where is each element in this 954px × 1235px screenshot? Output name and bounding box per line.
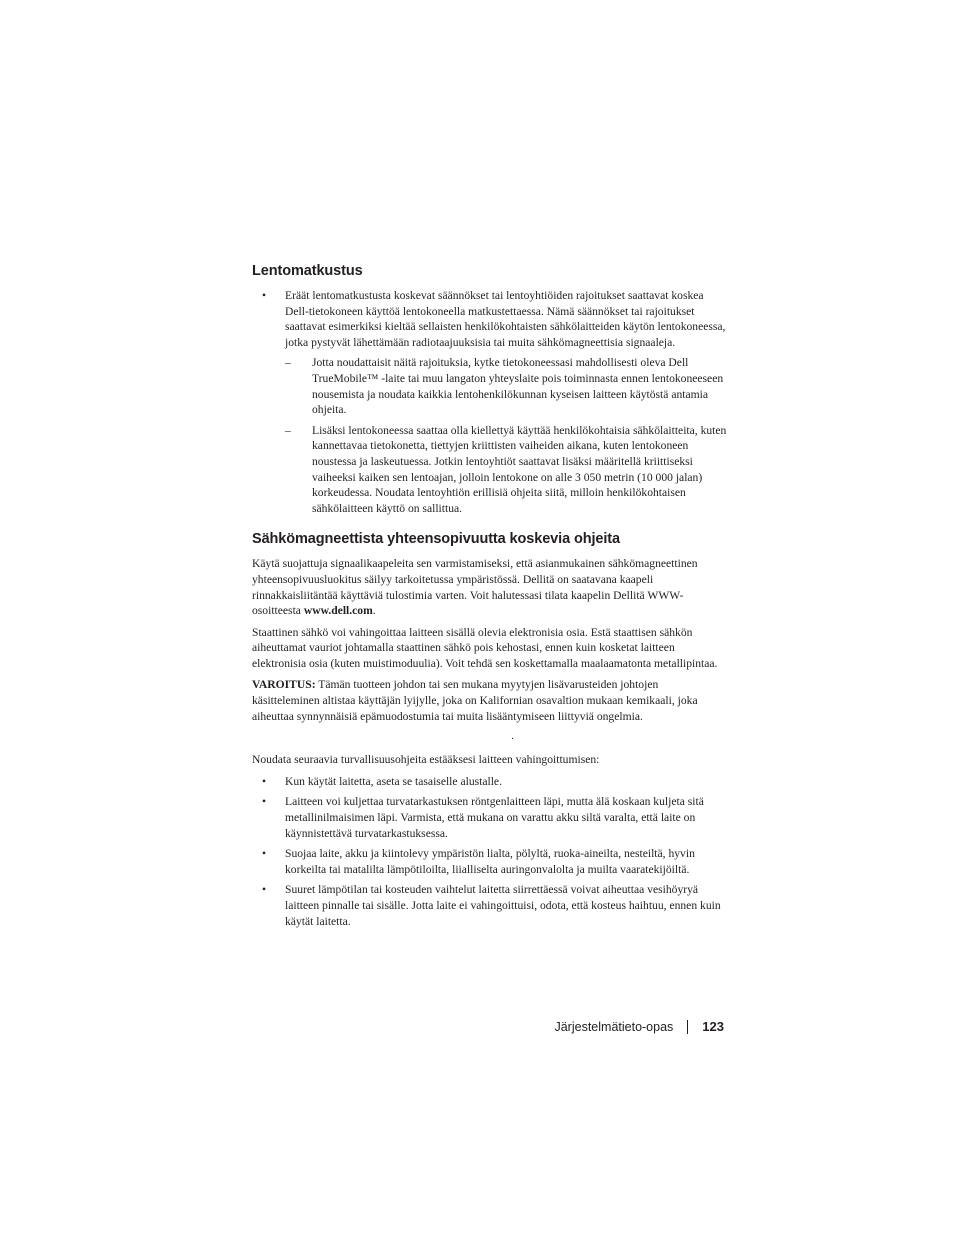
sub-list: [285, 355, 728, 516]
safety-list: [252, 774, 728, 929]
dell-website-text: www.dell.com: [303, 604, 373, 618]
paragraph-text: Käytä suojattuja signaalikaapeleita sen varmistamiseksi, että asianmukainen sähkömagneettinen yhteensopivuusluokitus säilyy tarkoitetussa ympäristössä. Dellitä on saatavana kaapeli rinnakkaisliitäntää käyttäviä tulostimia varten. Voit halutessasi tilata kaapelin Dellitä WWW-osoitteesta: [252, 557, 698, 618]
safety-intro: Noudata seuraavia turvallisuusohjeita estääksesi laitteen vahingoittumisen:: [252, 753, 600, 767]
stray-dot: .: [511, 731, 514, 743]
sub-list-item: – Lisäksi lentokoneessa saattaa olla kiellettyä käyttää henkilökohtaisia sähkölaitteita, kuten kannettavaa tietokonetta, tiettyjen kriittisten vaiheiden aikana, kuten lentokoneen noustessa ja laskeutuessa. Jotkin lentoyhtiöt saattavat lisäksi määritellä kriittiseksi vaiheeksi kaiken sen lentoajan, jolloin lentokone on alle 3 050 metrin (10 000 jalan) korkeudessa. Noudata lentoyhtiön erillisiä ohjeita siitä, milloin henkilökohtaisen sähkölaitteen käyttö on sallittua.: [285, 423, 728, 517]
paragraph-static: Staattinen sähkö voi vahingoittaa laitteen sisällä olevia elektronisia osia. Estä staattisen sähkön aiheuttamat vauriot johtamalla staattinen sähkö pois kehostasi, ennen kuin kosketat laitteen elektronisia osia (kuten muistimoduulia). Voit tehdä sen koskettamalla maalaamatonta metallipintaa.: [252, 625, 718, 670]
air-travel-list: [252, 288, 728, 516]
sub-list-item: – Jotta noudattaisit näitä rajoituksia, kytke tietokoneessasi mahdollisesti oleva Dell TrueMobile™ -laite tai muu langaton yhteyslaite pois toiminnasta ennen lentokoneeseen nousemista ja noudata kaikkia lentohenkilökunnan kyseisen laitteen käytöstä antamia ohjeita.: [285, 355, 728, 417]
footer-title: Järjestelmätieto-opas: [554, 1020, 674, 1034]
footer-separator: [687, 1020, 688, 1034]
warning-label: VAROITUS:: [252, 678, 316, 692]
page-footer: [554, 1019, 724, 1035]
page-content: [252, 262, 728, 934]
list-item: • Suuret lämpötilan tai kosteuden vaihtelut laitetta siirrettäessä voivat aiheuttaa vesihöyryä laitteen pinnalle tai sisälle. Jotta laite ei vahingoittuisi, odota, että kosteus haihtuu, ennen kuin käytät laitetta.: [252, 882, 728, 929]
list-item: • Laitteen voi kuljettaa turvatarkastuksen röntgenlaitteen läpi, mutta älä koskaan kuljeta sitä metallinilmaisimen läpi. Varmista, että mukana on varattu akku siltä varalta, että laite on käynnistettävä turvatarkastuksessa.: [252, 794, 728, 841]
section-heading-air-travel: Lentomatkustus: [252, 263, 363, 279]
warning-text: Tämän tuotteen johdon tai sen mukana myytyjen lisävarusteiden johtojen käsitteleminen altistaa käyttäjän lyijylle, joka on Kalifornian osavaltion mukaan kemikaali, joka aiheuttaa synnynnäisiä epämuodostumia tai muita lisääntymiseen liittyviä ongelmia.: [252, 678, 698, 723]
page-number: 123: [702, 1019, 724, 1034]
list-item: • Suojaa laite, akku ja kiintolevy ympäristön lialta, pölyltä, ruoka-aineilta, nesteiltä, hyvin korkeilta tai matalilta lämpötiloilta, liialliselta auringonvalolta ja muilta vaaratekijöiltä.: [252, 846, 728, 877]
bullet-text: Eräät lentomatkustusta koskevat säännökset tai lentoyhtiöiden rajoitukset saattavat koskea Dell-tietokoneen käyttöä lentokoneella matkustettaessa. Nämä säännökset tai rajoitukset saattavat esimerkiksi kieltää sellaisten henkilökohtaisten sähkölaitteiden käytön lentokoneessa, jotka pystyvät lähettämään radiotaajuuksisia tai muita sähkömagneettisia signaaleja.: [285, 289, 726, 349]
warning-note: [252, 677, 728, 724]
section-heading-emc: Sähkömagneettista yhteensopivuutta koskevia ohjeita: [252, 531, 620, 548]
list-item: [252, 288, 728, 516]
list-item: • Kun käytät laitetta, aseta se tasaiselle alustalle.: [252, 774, 728, 790]
paragraph-end: .: [372, 604, 376, 618]
paragraph-cables: [252, 556, 728, 618]
